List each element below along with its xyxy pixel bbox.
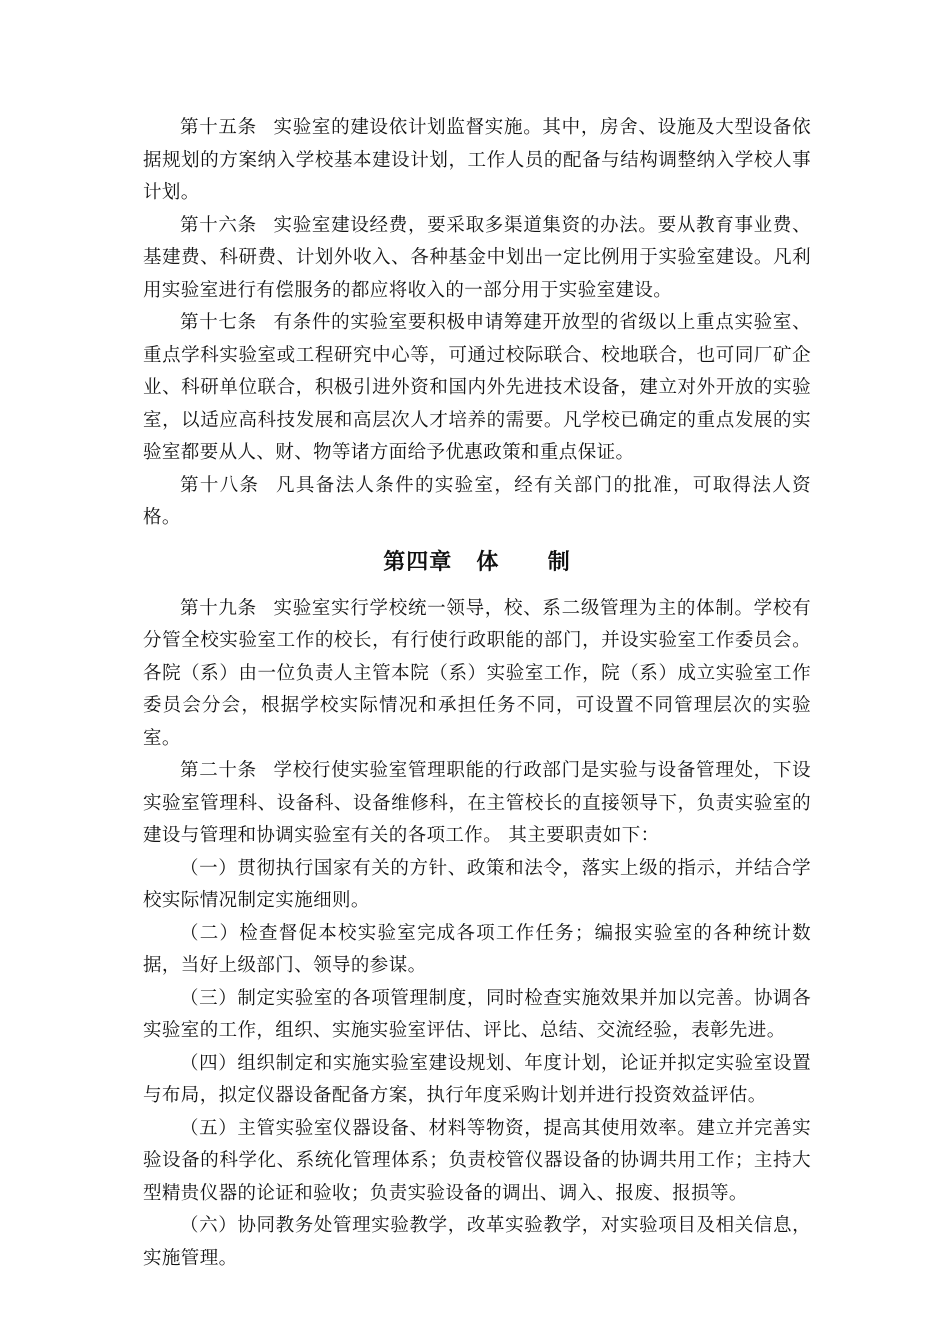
- article-number: 第十六条: [180, 214, 257, 236]
- article-text: 学校行使实验室管理职能的行政部门是实验与设备管理处，下设实验室管理科、设备科、设备维修科，在主管校长的直接领导下，负责实验室的建设与管理和协调实验室有关的各项工作。 其主要职责如下：: [143, 760, 812, 846]
- article-20: [143, 755, 811, 853]
- article-15: [143, 112, 811, 210]
- duty-item: （四）组织制定和实施实验室建设规划、年度计划，论证并拟定实验室设置与布局，拟定仪器设备配备方案，执行年度采购计划并进行投资效益评估。: [143, 1052, 811, 1106]
- duty-item: （二）检查督促本校实验室完成各项工作任务；编报实验室的各种统计数据，当好上级部门、领导的参谋。: [143, 922, 811, 976]
- article-number: 第十七条: [180, 312, 257, 333]
- chapter-heading: [143, 543, 811, 583]
- document-page: [143, 112, 811, 1275]
- chapter-number: 第四章: [383, 549, 453, 575]
- article-number: 第二十条: [180, 760, 257, 781]
- chapter-title-part: 体: [476, 549, 500, 575]
- duty-item: （五）主管实验室仪器设备、材料等物资，提高其使用效率。建立并完善实验设备的科学化、系统化管理体系；负责校管仪器设备的协调共用工作；主持大型精贵仪器的论证和验收；负责实验设备的调出、调入、报废、报损等。: [143, 1117, 811, 1204]
- article-text: 实验室建设经费，要采取多渠道集资的办法。要从教育事业费、基建费、科研费、计划外收入、各种基金中划出一定比例用于实验室建设。凡利用实验室进行有偿服务的都应将收入的一部分用于实验室建设。: [143, 214, 812, 301]
- article-17: [143, 307, 811, 470]
- article-16: [143, 210, 811, 308]
- article-number: 第十九条: [180, 597, 257, 619]
- article-19: [143, 593, 811, 756]
- article-text: 实验室的建设依计划监督实施。其中，房舍、设施及大型设备依据规划的方案纳入学校基本建设计划，工作人员的配备与结构调整纳入学校人事计划。: [143, 117, 812, 203]
- article-18: [143, 470, 811, 535]
- article-text: 有条件的实验室要积极申请筹建开放型的省级以上重点实验室、重点学科实验室或工程研究中心等，可通过校际联合、校地联合，也可同厂矿企业、科研单位联合，积极引进外资和国内外先进技术设备，建立对外开放的实验室，以适应高科技发展和高层次人才培养的需要。凡学校已确定的重点发展的实验室都要从人、财、物等诸方面给予优惠政策和重点保证。: [143, 312, 812, 463]
- duty-item: （六）协同教务处管理实验教学，改革实验教学，对实验项目及相关信息，实施管理。: [143, 1215, 811, 1269]
- article-number: 第十五条: [180, 117, 257, 138]
- article-number: 第十八条: [180, 474, 260, 496]
- article-text: 实验室实行学校统一领导，校、系二级管理为主的体制。学校有分管全校实验室工作的校长，有行使行政职能的部门，并设实验室工作委员会。各院（系）由一位负责人主管本院（系）实验室工作，院（系）成立实验室工作委员会分会，根据学校实际情况和承担任务不同，可设置不同管理层次的实验室。: [143, 597, 812, 749]
- article-text: 凡具备法人条件的实验室，经有关部门的批准，可取得法人资格。: [143, 474, 811, 528]
- duty-item: （一）贯彻执行国家有关的方针、政策和法令，落实上级的指示，并结合学校实际情况制定实施细则。: [143, 857, 811, 911]
- chapter-title-part: 制: [547, 549, 571, 575]
- duty-item: （三）制定实验室的各项管理制度，同时检查实施效果并加以完善。协调各实验室的工作，组织、实施实验室评估、评比、总结、交流经验，表彰先进。: [143, 987, 811, 1041]
